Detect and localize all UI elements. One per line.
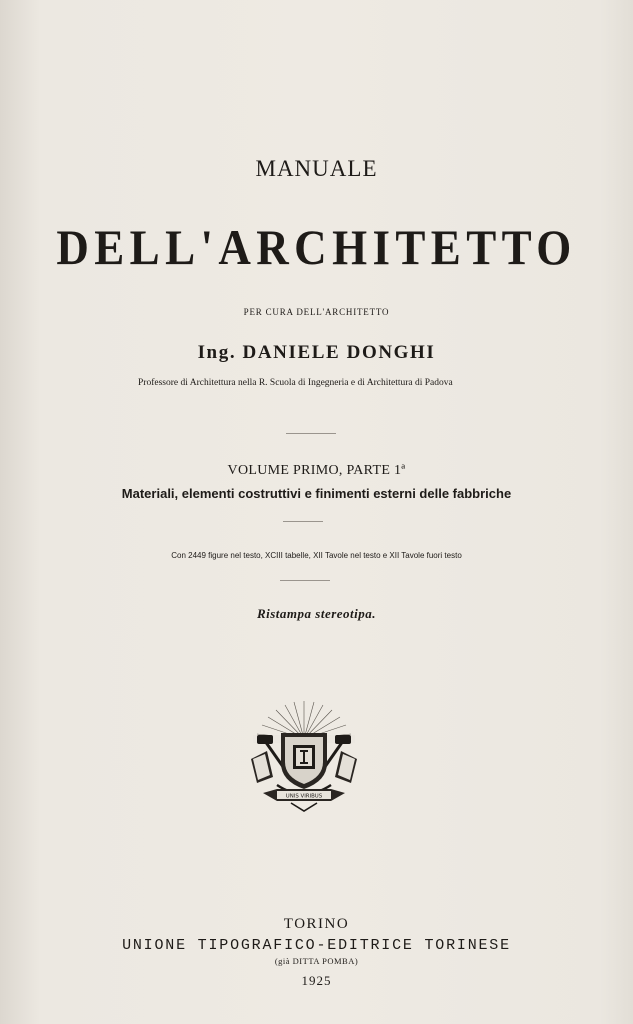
divider-3 xyxy=(280,580,330,581)
volume-label: VOLUME PRIMO, PARTE 1ª xyxy=(227,463,406,478)
editor-intro: PER CURA DELL'ARCHITETTO xyxy=(243,307,390,317)
publisher-name: UNIONE TIPOGRAFICO-EDITRICE TORINESE xyxy=(122,937,511,954)
publisher-city: TORINO xyxy=(283,916,350,932)
publisher-formerly: (già DITTA POMBA) xyxy=(274,956,359,966)
figures-note: Con 2449 figure nel testo, XCIII tabelle, XII Tavole nel testo e XII Tavole fuori testo xyxy=(171,551,462,560)
author-title: Professore di Architettura nella R. Scuola di Ingegneria e di Architettura di Padova xyxy=(138,378,453,388)
title-top: MANUALE xyxy=(255,156,378,181)
divider-1 xyxy=(286,433,336,434)
publisher-emblem-icon xyxy=(247,699,361,815)
divider-2 xyxy=(283,521,323,522)
author-name: Ing. DANIELE DONGHI xyxy=(197,342,436,363)
emblem-motto: UNIS VIRIBUS xyxy=(285,793,323,800)
publication-year: 1925 xyxy=(301,973,332,988)
edition-note: Ristampa stereotipa. xyxy=(256,606,377,621)
subject-line: Materiali, elementi costruttivi e finimenti esterni delle fabbriche xyxy=(121,486,512,501)
main-title: DELL'ARCHITETTO xyxy=(56,219,577,275)
